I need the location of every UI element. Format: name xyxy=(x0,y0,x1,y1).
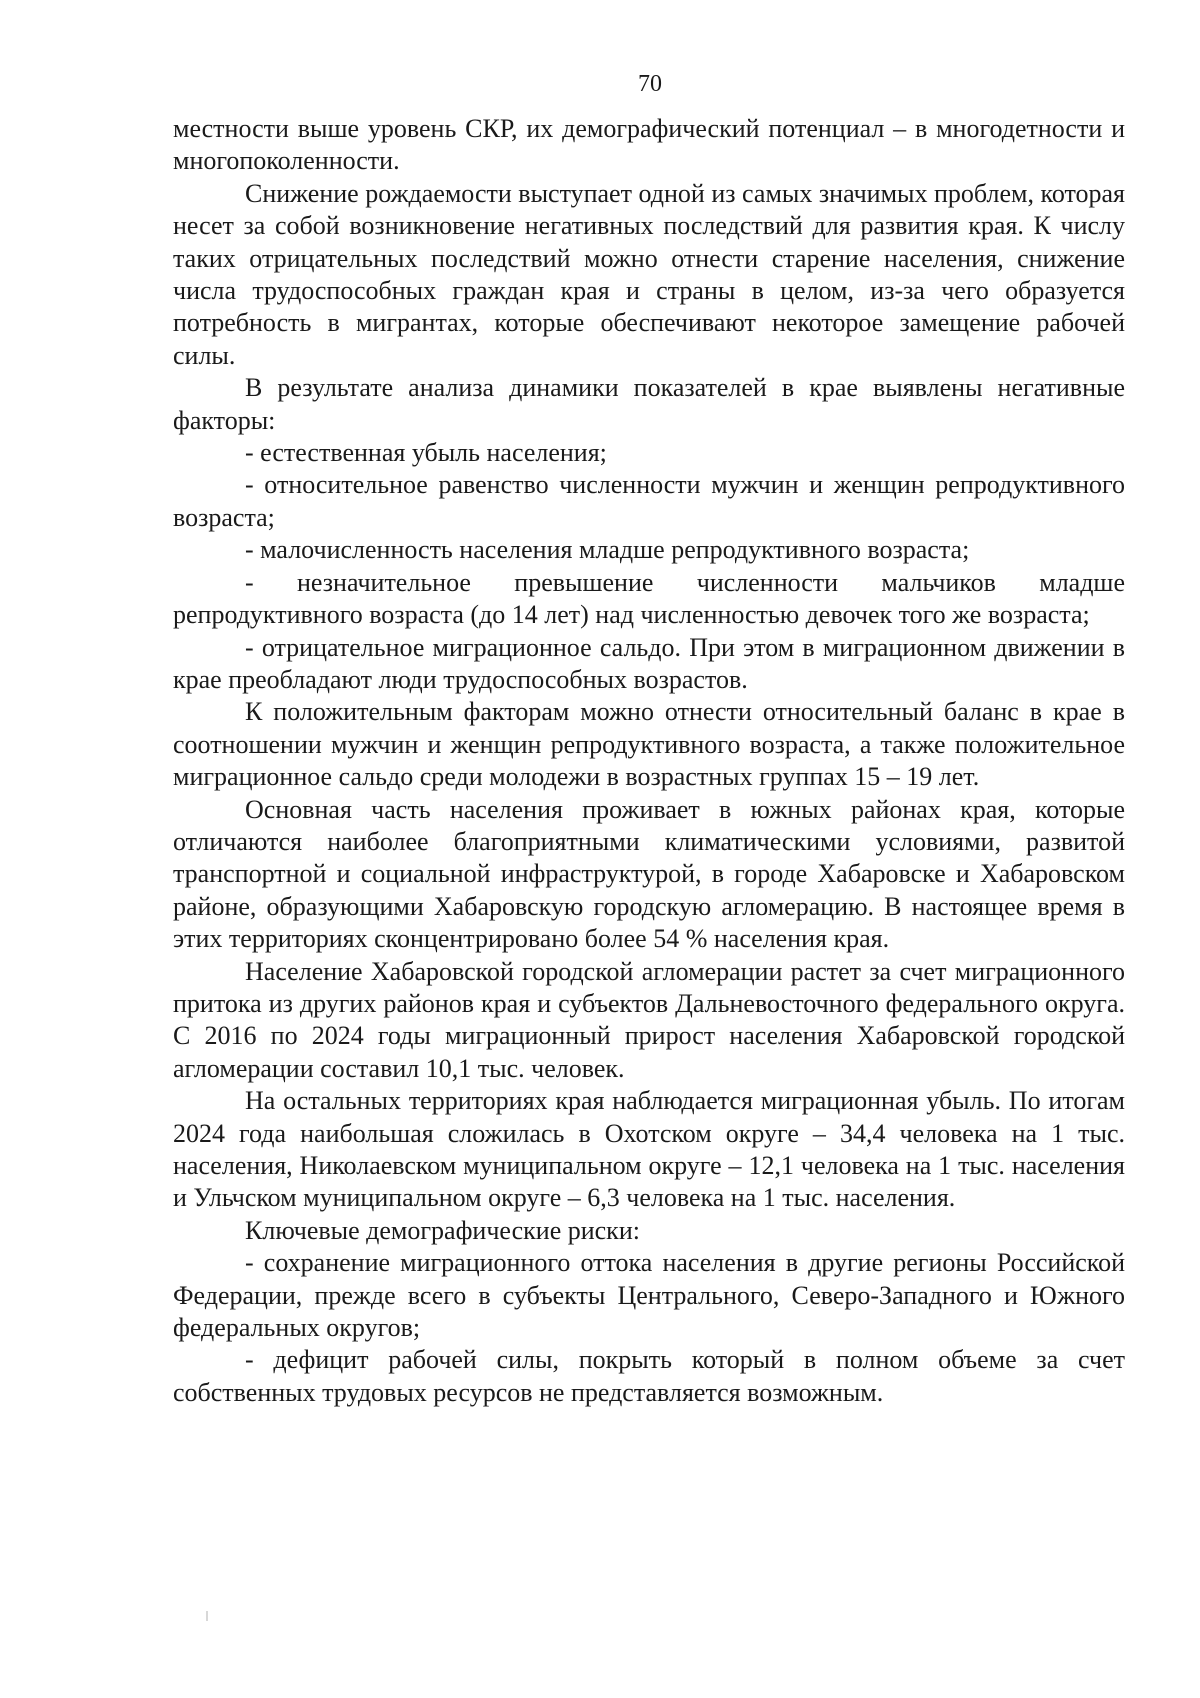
scan-artifact xyxy=(206,1611,208,1621)
paragraph-agglomeration-growth: Население Хабаровской городской агломерации растет за счет миграционного притока из других районов края и субъектов Дальневосточного федерального округа. С 2016 по 2024 годы миграционный прирост населения Хабаровской городской агломерации составил 10,1 тыс. человек. xyxy=(173,956,1125,1083)
paragraph-birth-rate: Снижение рождаемости выступает одной из самых значимых проблем, которая несет за собой возникновение негативных последствий для развития края. К числу таких отрицательных последствий можно отнести старение населения, снижение числа трудоспособных граждан края и страны в целом, из-за чего образуется потребность в мигрантах, которые обеспечивают некоторое замещение рабочей силы. xyxy=(173,178,1125,370)
list-item-boys-excess: - незначительное превышение численности мальчиков младше репродуктивного возраста (до 14 лет) над численностью девочек того же возраста; xyxy=(173,567,1125,630)
paragraph-positive-factors: К положительным факторам можно отнести относительный баланс в крае в соотношении мужчин и женщин репродуктивного возраста, а также положительное миграционное сальдо среди молодежи в возрастных группах 15 – 19 лет. xyxy=(173,697,1125,792)
list-item-young-population: - малочисленность населения младше репродуктивного возраста; xyxy=(245,535,970,565)
paragraph-continuation: местности выше уровень СКР, их демографический потенциал – в многодетности и многопоколенности. xyxy=(173,114,1125,176)
document-body xyxy=(173,113,1125,1409)
paragraph-southern-districts: Основная часть населения проживает в южных районах края, которые отличаются наиболее благоприятными климатическими условиями, развитой транспортной и социальной инфраструктурой, в городе Хабаровске и Хабаровском районе, образующими Хабаровскую городскую агломерацию. В настоящее время в этих территориях сконцентрировано более 54 % населения края. xyxy=(173,794,1125,954)
list-item-gender-equality: - относительное равенство численности мужчин и женщин репродуктивного возраста; xyxy=(173,470,1125,532)
list-item-migration-balance: - отрицательное миграционное сальдо. При этом в миграционном движении в крае преобладают люди трудоспособных возрастов. xyxy=(173,632,1125,694)
page-number: 70 xyxy=(638,71,662,97)
paragraph-migration-loss: На остальных территориях края наблюдается миграционная убыль. По итогам 2024 года наибольшая сложилась в Охотском округе – 34,4 человека на 1 тыс. населения, Николаевском муниципальном округе – 12,1 человека на 1 тыс. населения и Ульчском муниципальном округе – 6,3 человека на 1 тыс. населения. xyxy=(173,1086,1125,1213)
paragraph-key-risks-intro: Ключевые демографические риски: xyxy=(245,1215,640,1245)
paragraph-negative-factors-intro: В результате анализа динамики показателей в крае выявлены негативные факторы: xyxy=(173,373,1125,435)
list-item-outflow-risk: - сохранение миграционного оттока населения в другие регионы Российской Федерации, прежде всего в субъекты Центрального, Северо-Западного и Южного федеральных округов; xyxy=(173,1248,1125,1343)
list-item-labor-deficit: - дефицит рабочей силы, покрыть который в полном объеме за счет собственных трудовых ресурсов не представляется возможным. xyxy=(173,1345,1125,1407)
list-item-natural-decline: - естественная убыль населения; xyxy=(245,438,607,468)
